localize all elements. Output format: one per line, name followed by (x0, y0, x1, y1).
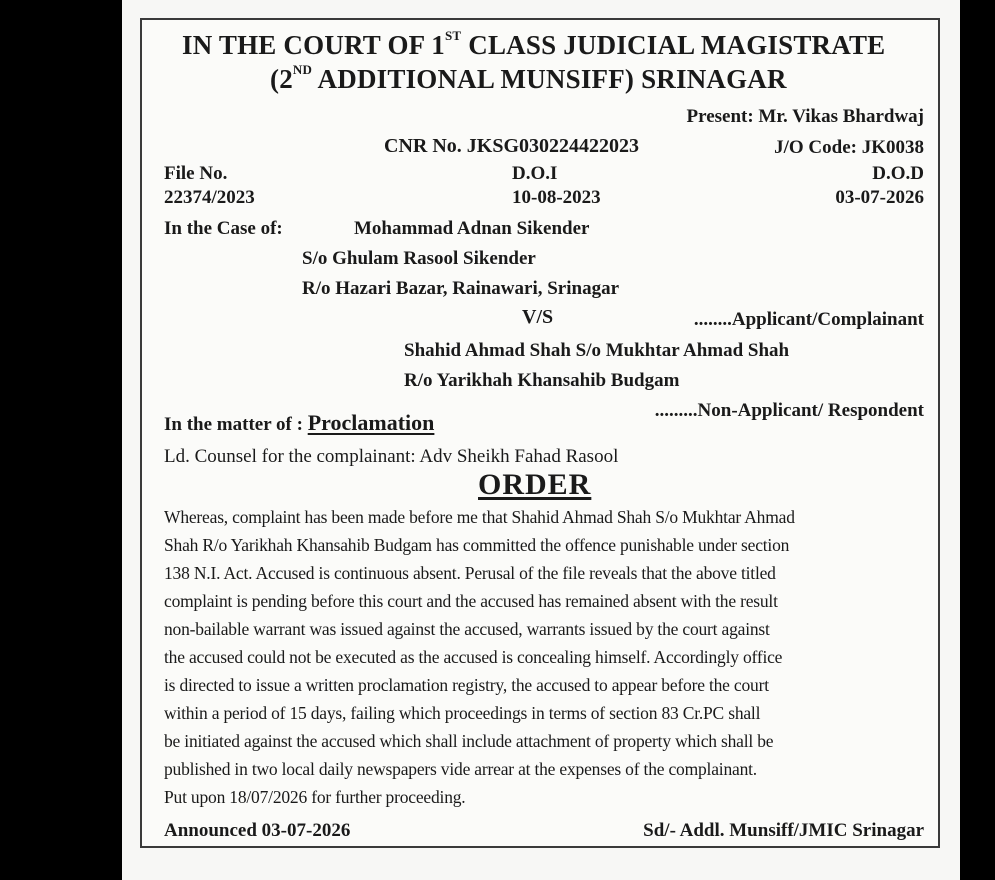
applicant-address: R/o Hazari Bazar, Rainawari, Srinagar (302, 278, 619, 299)
dod-label: D.O.D (872, 163, 924, 184)
jo-code: J/O Code: JK0038 (774, 137, 924, 158)
cnr-number: CNR No. JKSG030224422023 (384, 135, 640, 157)
applicant-role: ........Applicant/Complainant (693, 309, 924, 330)
order-line: Shah R/o Yarikhah Khansahib Budgam has committed the offence punishable under section (164, 535, 790, 555)
order-line: the accused could not be executed as the accused is concealing himself. Accordingly office (164, 647, 783, 667)
respondent-address: R/o Yarikhah Khansahib Budgam (404, 370, 680, 391)
order-line: published in two local daily newspapers vide arrear at the expenses of the complainant. (164, 759, 757, 779)
court-title-line1: IN THE COURT OF 1ST CLASS JUDICIAL MAGISTRATE (182, 28, 886, 60)
doi-value: 10-08-2023 (512, 187, 601, 208)
applicant-father: S/o Ghulam Rasool Sikender (302, 248, 536, 269)
order-line: Whereas, complaint has been made before me that Shahid Ahmad Shah S/o Mukhtar Ahmad (164, 507, 795, 527)
order-line: is directed to issue a written proclamation registry, the accused to appear before the court (164, 675, 769, 695)
case-label: In the Case of: (164, 218, 283, 239)
respondent-role: .........Non-Applicant/ Respondent (654, 400, 924, 421)
order-body (164, 507, 795, 815)
order-heading: ORDER (478, 468, 592, 501)
dod-value: 03-07-2026 (835, 187, 924, 208)
applicant-name: Mohammad Adnan Sikender (354, 218, 590, 239)
order-line: 138 N.I. Act. Accused is continuous absent. Perusal of the file reveals that the above titled (164, 563, 776, 583)
presiding-officer: Present: Mr. Vikas Bhardwaj (686, 106, 924, 127)
court-title-line2: (2ND ADDITIONAL MUNSIFF) SRINAGAR (270, 62, 787, 94)
matter-line (164, 410, 434, 436)
announced-date: Announced 03-07-2026 (164, 820, 351, 841)
court-notice (140, 18, 940, 848)
order-line: be initiated against the accused which shall include attachment of property which shall be (164, 731, 774, 751)
respondent-name: Shahid Ahmad Shah S/o Mukhtar Ahmad Shah (404, 340, 790, 361)
order-line: Put upon 18/07/2026 for further proceeding. (164, 787, 466, 807)
versus: V/S (522, 306, 554, 328)
counsel-line: Ld. Counsel for the complainant: Adv Sheikh Fahad Rasool (164, 446, 619, 467)
doi-label: D.O.I (512, 163, 558, 184)
signature: Sd/- Addl. Munsiff/JMIC Srinagar (643, 820, 924, 841)
matter-label: In the matter of : (164, 414, 308, 435)
order-line: within a period of 15 days, failing which proceedings in terms of section 83 Cr.PC shall (164, 703, 761, 723)
order-line: non-bailable warrant was issued against the accused, warrants issued by the court against (164, 619, 770, 639)
file-no-value: 22374/2023 (164, 187, 255, 208)
file-no-label: File No. (164, 163, 228, 184)
order-line: complaint is pending before this court and the accused has remained absent with the result (164, 591, 778, 611)
matter-value: Proclamation (307, 410, 435, 435)
